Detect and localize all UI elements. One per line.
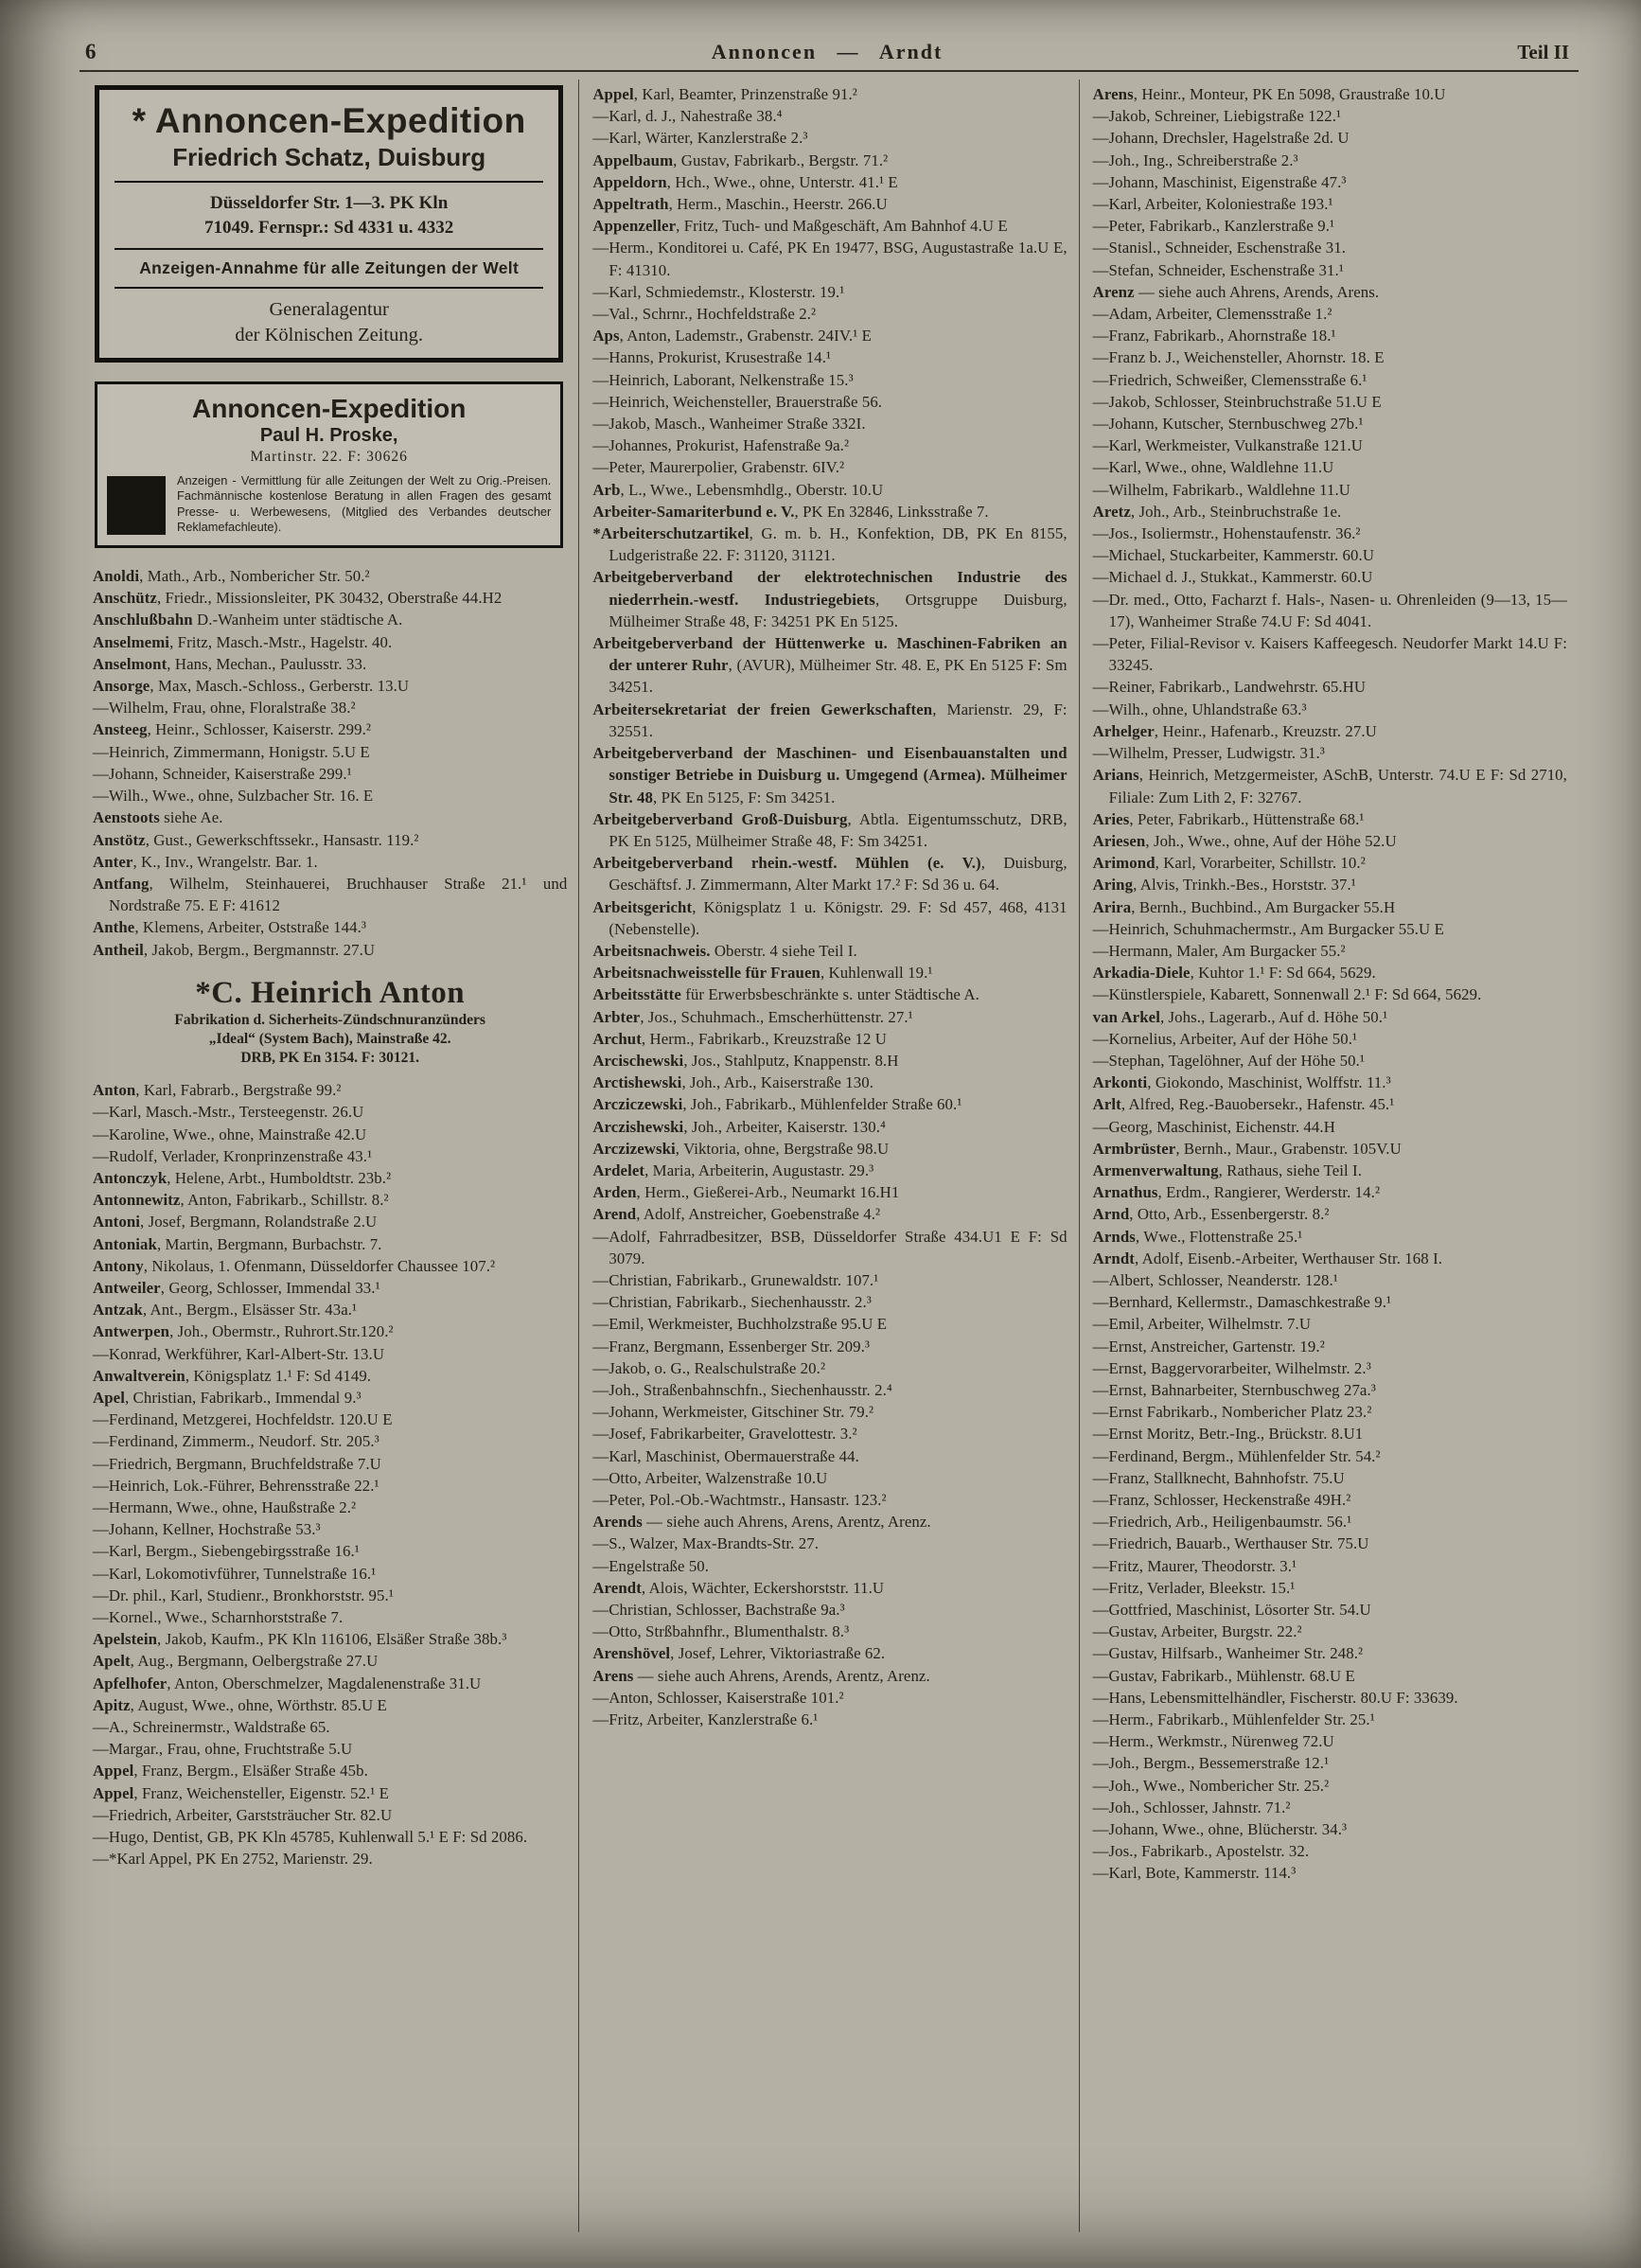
directory-entry: —Val., Schrnr., Hochfeldstraße 2.² <box>592 305 817 324</box>
directory-entry: Arbter, Jos., Schuhmach., Emscherhüttenstr. 27.¹ <box>592 1007 913 1026</box>
directory-entry: Armenverwaltung, Rathaus, siehe Teil I. <box>1092 1161 1363 1179</box>
directory-entry: —Ernst, Bahnarbeiter, Sternbuschweg 27a.³ <box>1092 1380 1376 1399</box>
directory-entry: —Peter, Maurerpolier, Grabenstr. 6IV.² <box>592 458 845 477</box>
directory-entry: —Emil, Arbeiter, Wilhelmstr. 7.U <box>1092 1315 1312 1334</box>
directory-entry: Arbeitsnachweisstelle für Frauen, Kuhlenwall 19.¹ <box>592 964 933 983</box>
directory-entry: —Joh., Bergm., Bessemerstraße 12.¹ <box>1092 1754 1330 1773</box>
directory-entry: Arira, Bernh., Buchbind., Am Burgacker 55.H <box>1092 897 1396 916</box>
directory-entry: —Peter, Fabrikarb., Kanzlerstraße 9.¹ <box>1092 217 1335 236</box>
directory-entry: Arb, L., Wwe., Lebensmhdlg., Oberstr. 10.U <box>592 480 884 499</box>
directory-entry: Aries, Peter, Fabrikarb., Hüttenstraße 68.¹ <box>1092 809 1365 828</box>
directory-entry: —*Karl Appel, PK En 2752, Marienstr. 29. <box>93 1850 373 1869</box>
directory-entry: Arcziczewski, Joh., Fabrikarb., Mühlenfelder Straße 60.¹ <box>592 1095 962 1114</box>
ad-proske-address: Martinstr. 22. F: 30626 <box>250 448 408 465</box>
directory-entry: Arctishewski, Joh., Arb., Kaiserstraße 130. <box>592 1073 874 1092</box>
directory-entry: Arenshövel, Josef, Lehrer, Viktoriastraße 62. <box>592 1644 886 1663</box>
directory-entry: —Wilhelm, Frau, ohne, Floralstraße 38.² <box>93 699 356 718</box>
directory-entry: Appeldorn, Hch., Wwe., ohne, Unterstr. 41.¹ E <box>592 172 898 191</box>
directory-entry: Antony, Nikolaus, 1. Ofenmann, Düsseldorfer Chaussee 107.² <box>93 1256 496 1275</box>
directory-entry: —Kornel., Wwe., Scharnhorststraße 7. <box>93 1608 344 1627</box>
directory-entry: Arians, Heinrich, Metzgermeister, ASchB, Unterstr. 74.U E F: Sd 2710, Filiale: Zum Lith 2, F: 32767. <box>1092 766 1567 806</box>
directory-entry: —Michael d. J., Stukkat., Kammerstr. 60.U <box>1092 568 1373 587</box>
directory-entry: Arbeiter-Samariterbund e. V., PK En 32846, Linksstraße 7. <box>592 502 989 521</box>
directory-entry: —A., Schreinermstr., Waldstraße 65. <box>93 1718 330 1737</box>
directory-entry: Apfelhofer, Anton, Oberschmelzer, Magdalenenstraße 31.U <box>93 1674 482 1692</box>
ad-schatz-banner: Anzeigen-Annahme für alle Zeitungen der Welt <box>139 258 520 278</box>
directory-entry: —Georg, Maschinist, Eichenstr. 44.H <box>1092 1117 1335 1136</box>
directory-entry: —Heinrich, Laborant, Nelkenstraße 15.³ <box>592 370 854 389</box>
column-right <box>1079 80 1579 2232</box>
directory-entry: —Jos., Fabrikarb., Apostelstr. 32. <box>1092 1842 1310 1861</box>
directory-entry: —Albert, Schlosser, Neanderstr. 128.¹ <box>1092 1270 1338 1289</box>
directory-entry: —Gustav, Fabrikarb., Mühlenstr. 68.U E <box>1092 1666 1355 1685</box>
directory-entry: —Franz, Schlosser, Heckenstraße 49H.² <box>1092 1491 1351 1509</box>
directory-entry: —Heinrich, Zimmermann, Honigstr. 5.U E <box>93 742 370 761</box>
directory-entry: Arenz — siehe auch Ahrens, Arends, Arens. <box>1092 282 1380 301</box>
ad-schatz-address-1: Düsseldorfer Str. 1—3. PK Kln <box>210 193 449 213</box>
directory-entry: Armbrüster, Bernh., Maur., Grabenstr. 105V.U <box>1092 1139 1402 1158</box>
directory-entry: Anstötz, Gust., Gewerkschftssekr., Hansastr. 119.² <box>93 830 419 849</box>
directory-entry: —Johannes, Prokurist, Hafenstraße 9a.² <box>592 436 850 455</box>
directory-entry: Ansorge, Max, Masch.-Schloss., Gerberstr. 13.U <box>93 677 410 696</box>
directory-entry: —Peter, Pol.-Ob.-Wachtmstr., Hansastr. 123.² <box>592 1491 887 1509</box>
directory-entry: —Joh., Straßenbahnschfn., Siechenhausstr. 2.⁴ <box>592 1380 892 1399</box>
ad-proske <box>95 381 563 549</box>
directory-entry: —Jakob, Schreiner, Liebigstraße 122.¹ <box>1092 107 1342 126</box>
directory-entry: —Stefan, Schneider, Eschenstraße 31.¹ <box>1092 260 1344 279</box>
directory-entry: —Otto, Strßbahnfhr., Blumenthalstr. 8.³ <box>592 1622 850 1641</box>
directory-entry: Arbeitersekretariat der freien Gewerkschaften, Marienstr. 29, F: 32551. <box>592 700 1068 740</box>
directory-entry: —Jakob, Schlosser, Steinbruchstraße 51.U E <box>1092 392 1382 411</box>
directory-entry: —Friedrich, Arb., Heiligenbaumstr. 56.¹ <box>1092 1513 1352 1532</box>
directory-entry: Arhelger, Heinr., Hafenarb., Kreuzstr. 27.U <box>1092 721 1377 740</box>
directory-entry: —Hanns, Prokurist, Krusestraße 14.¹ <box>592 348 832 367</box>
directory-entry: —Joh., Schlosser, Jahnstr. 71.² <box>1092 1798 1291 1816</box>
directory-entry: —Johann, Schneider, Kaiserstraße 299.¹ <box>93 764 352 783</box>
directory-entry: Arnathus, Erdm., Rangierer, Werderstr. 14.² <box>1092 1183 1381 1202</box>
directory-entry: Arbeitsgericht, Königsplatz 1 u. Königstr. 29. F: Sd 457, 468, 4131 (Nebenstelle). <box>592 897 1068 938</box>
directory-entry: —Karl, Werkmeister, Vulkanstraße 121.U <box>1092 436 1364 455</box>
directory-entry: —Jakob, o. G., Realschulstraße 20.² <box>592 1358 826 1377</box>
directory-entry: —Franz, Fabrikarb., Ahornstraße 18.¹ <box>1092 327 1336 346</box>
directory-entry: —Dr. med., Otto, Facharzt f. Hals-, Nasen- u. Ohrenleiden (9—13, 15—17), Wanheimer Straße 74.U F: Sd 4041. <box>1092 590 1567 630</box>
directory-entry: Arbeitgeberverband rhein.-westf. Mühlen (e. V.), Duisburg, Geschäftsf. J. Zimmermann, Alter Markt 17.² F: Sd 36 u. 64. <box>592 854 1068 895</box>
directory-entry: —Dr. phil., Karl, Studienr., Bronkhorststr. 95.¹ <box>93 1586 394 1604</box>
directory-entry: —Gottfried, Maschinist, Lösorter Str. 54.U <box>1092 1601 1371 1620</box>
directory-entry: —Jos., Isoliermstr., Hohenstaufenstr. 36.² <box>1092 524 1361 543</box>
ad-anton <box>93 976 567 1068</box>
directory-entry: Appenzeller, Fritz, Tuch- und Maßgeschäft, Am Bahnhof 4.U E <box>592 217 1008 236</box>
directory-entry: —Engelstraße 50. <box>592 1556 710 1575</box>
directory-entry: Arczizewski, Viktoria, ohne, Bergstraße 98.U <box>592 1139 890 1158</box>
directory-entry: Arimond, Karl, Vorarbeiter, Schillstr. 10.² <box>1092 854 1366 873</box>
ad-schatz-name: Friedrich Schatz, Duisburg <box>172 143 486 171</box>
directory-entry: —Herm., Werkmstr., Nürenweg 72.U <box>1092 1732 1334 1751</box>
directory-entry: —Reiner, Fabrikarb., Landwehrstr. 65.HU <box>1092 678 1367 697</box>
directory-entry: —Friedrich, Arbeiter, Garststräucher Str. 82.U <box>93 1805 393 1824</box>
directory-entry: —Christian, Fabrikarb., Grunewaldstr. 107.¹ <box>592 1270 879 1289</box>
directory-entry: —Michael, Stuckarbeiter, Kammerstr. 60.U <box>1092 546 1375 565</box>
directory-entry: —S., Walzer, Max-Brandts-Str. 27. <box>592 1534 819 1553</box>
ad-schatz-address-2: 71049. Fernspr.: Sd 4331 u. 4332 <box>204 217 454 238</box>
directory-entry: —Emil, Werkmeister, Buchholzstraße 95.U E <box>592 1315 888 1334</box>
directory-entry: —Gustav, Hilfsarb., Wanheimer Str. 248.² <box>1092 1644 1364 1663</box>
directory-entry: Arend, Adolf, Anstreicher, Goebenstraße 4.² <box>592 1205 881 1224</box>
directory-entry: Anthe, Klemens, Arbeiter, Oststraße 144.³ <box>93 918 367 937</box>
ad-anton-title: *C. Heinrich Anton <box>195 975 466 1010</box>
ad-schatz <box>95 85 563 363</box>
directory-entry: —Hermann, Maler, Am Burgacker 55.² <box>1092 941 1346 960</box>
directory-entry: Antoni, Josef, Bergmann, Rolandstraße 2.U <box>93 1213 378 1231</box>
directory-entry: —Stanisl., Schneider, Eschenstraße 31. <box>1092 239 1347 257</box>
entry-list-left-bottom <box>93 1079 567 1869</box>
directory-entry: —Heinrich, Schuhmachermstr., Am Burgacker 55.U E <box>1092 919 1444 938</box>
directory-entry: —Karl, Maschinist, Obermauerstraße 44. <box>592 1446 859 1465</box>
directory-entry: —Karl, Wärter, Kanzlerstraße 2.³ <box>592 129 808 148</box>
directory-entry: Arbeitgeberverband der Hüttenwerke u. Maschinen-Fabriken an der unterer Ruhr, (AVUR), Mülheimer Str. 48. E, PK En 5125 F: Sm 34251. <box>592 634 1068 697</box>
directory-entry: Antheil, Jakob, Bergm., Bergmannstr. 27.U <box>93 940 376 959</box>
directory-entry: —Ferdinand, Metzgerei, Hochfeldstr. 120.U E <box>93 1410 393 1429</box>
directory-entry: —Ernst Moritz, Betr.-Ing., Brückstr. 8.U1 <box>1092 1425 1364 1444</box>
directory-entry: —Josef, Fabrikarbeiter, Gravelottestr. 3.² <box>592 1425 857 1444</box>
directory-entry: Ariesen, Joh., Wwe., ohne, Auf der Höhe 52.U <box>1092 831 1397 850</box>
directory-entry: —Heinrich, Lok.-Führer, Behrensstraße 22.¹ <box>93 1476 379 1495</box>
directory-entry: —Kornelius, Arbeiter, Auf der Höhe 50.¹ <box>1092 1029 1358 1048</box>
directory-entry: Arbeitsnachweis. Oberstr. 4 siehe Teil I. <box>592 941 857 960</box>
directory-entry: Anton, Karl, Fabrarb., Bergstraße 99.² <box>93 1081 342 1100</box>
directory-entry: Arden, Herm., Gießerei-Arb., Neumarkt 16.H1 <box>592 1183 900 1202</box>
directory-entry: —Johann, Werkmeister, Gitschiner Str. 79.² <box>592 1403 874 1422</box>
directory-entry: —Konrad, Werkführer, Karl-Albert-Str. 13.U <box>93 1344 385 1363</box>
directory-entry: —Christian, Fabrikarb., Siechenhausstr. 2.³ <box>592 1293 872 1312</box>
directory-entry: Appel, Franz, Bergm., Elsäßer Straße 45b. <box>93 1762 368 1781</box>
directory-entry: Arbeitgeberverband Groß-Duisburg, Abtla. Eigentumsschutz, DRB, PK En 5125, Mülheimer Straße 48, F: Sm 34251. <box>592 809 1068 850</box>
directory-entry: —Karl, Bergm., Siebengebirgsstraße 16.¹ <box>93 1542 360 1561</box>
directory-entry: Aretz, Joh., Arb., Steinbruchstraße 1e. <box>1092 502 1342 521</box>
directory-entry: —Franz b. J., Weichensteller, Ahornstr. 18. E <box>1092 348 1385 367</box>
directory-entry: —Christian, Schlosser, Bachstraße 9a.³ <box>592 1601 845 1620</box>
directory-entry: —Karl, d. J., Nahestraße 38.⁴ <box>592 107 783 126</box>
directory-entry: Arczishewski, Joh., Arbeiter, Kaiserstr. 130.⁴ <box>592 1117 886 1136</box>
directory-entry: —Wilhelm, Presser, Ludwigstr. 31.³ <box>1092 744 1325 763</box>
directory-entry: —Stephan, Tagelöhner, Auf der Höhe 50.¹ <box>1092 1051 1365 1070</box>
directory-entry: —Heinrich, Weichensteller, Brauerstraße 56. <box>592 392 883 411</box>
directory-entry: —Anton, Schlosser, Kaiserstraße 101.² <box>592 1688 844 1707</box>
directory-entry: Anschütz, Friedr., Missionsleiter, PK 30432, Oberstraße 44.H2 <box>93 589 503 608</box>
directory-entry: Antfang, Wilhelm, Steinhauerei, Bruchhauser Straße 21.¹ und Nordstraße 75. E F: 41612 <box>93 874 568 915</box>
directory-entry: —Wilhelm, Fabrikarb., Waldlehne 11.U <box>1092 480 1351 499</box>
directory-entry: Arcischewski, Jos., Stahlputz, Knappenstr. 8.H <box>592 1051 899 1070</box>
page-number: 6 <box>85 40 97 63</box>
directory-entry: Aps, Anton, Lademstr., Grabenstr. 24IV.¹ E <box>592 327 872 346</box>
ad-schatz-title: * Annoncen-Expedition <box>132 101 526 140</box>
ad-proske-name: Paul H. Proske, <box>259 424 398 446</box>
directory-entry: Arlt, Alfred, Reg.-Bauobersekr., Hafenstr. 45.¹ <box>1092 1095 1395 1114</box>
proske-logo-square-icon <box>107 476 166 535</box>
directory-entry: Antonnewitz, Anton, Fabrikarb., Schillstr. 8.² <box>93 1191 389 1210</box>
ad-schatz-agency-2: der Kölnischen Zeitung. <box>235 324 423 346</box>
header-rule <box>79 70 1579 72</box>
directory-entry: Apel, Christian, Fabrikarb., Immendal 9.³ <box>93 1388 362 1407</box>
ad-anton-line-1: Fabrikation d. Sicherheits-Zündschnuranzünders <box>174 1011 485 1028</box>
directory-entry: Arens, Heinr., Monteur, PK En 5098, Graustraße 10.U <box>1092 85 1446 103</box>
directory-entry: —Künstlerspiele, Kabarett, Sonnenwall 2.¹ F: Sd 664, 5629. <box>1092 985 1482 1004</box>
directory-entry: —Fritz, Maurer, Theodorstr. 3.¹ <box>1092 1556 1297 1575</box>
directory-entry: —Ernst Fabrikarb., Nombericher Platz 23.² <box>1092 1403 1372 1422</box>
directory-entry: —Johann, Kutscher, Sternbuschweg 27b.¹ <box>1092 415 1364 434</box>
directory-entry: Arbeitgeberverband der Maschinen- und Eisenbauanstalten und sonstiger Betriebe in Duisburg u. Umgegend (Armea). Mülheimer Str. 48, PK En 5125, F: Sm 34251. <box>592 744 1068 806</box>
ad-schatz-rule <box>115 181 543 183</box>
ad-proske-body <box>107 473 551 537</box>
column-container <box>79 80 1579 2232</box>
directory-entry: —Karl, Schmiedemstr., Klosterstr. 19.¹ <box>592 282 845 301</box>
directory-entry: Ansteeg, Heinr., Schlosser, Kaiserstr. 299.² <box>93 720 372 739</box>
directory-entry: —Karl, Bote, Kammerstr. 114.³ <box>1092 1864 1297 1883</box>
directory-entry: Arkadia-Diele, Kuhtor 1.¹ F: Sd 664, 5629. <box>1092 964 1376 983</box>
directory-entry: —Ferdinand, Bergm., Mühlenfelder Str. 54.² <box>1092 1446 1381 1465</box>
directory-entry: Anwaltverein, Königsplatz 1.¹ F: Sd 4149. <box>93 1366 372 1385</box>
directory-entry: Arbeitsstätte für Erwerbsbeschränkte s. unter Städtische A. <box>592 985 979 1004</box>
directory-entry: —Hermann, Wwe., ohne, Haußstraße 2.² <box>93 1498 357 1516</box>
directory-entry: —Otto, Arbeiter, Walzenstraße 10.U <box>592 1468 828 1487</box>
directory-entry: —Adam, Arbeiter, Clemensstraße 1.² <box>1092 305 1332 324</box>
directory-entry: —Rudolf, Verlader, Kronprinzenstraße 43.¹ <box>93 1146 373 1165</box>
ad-schatz-rule <box>115 287 543 289</box>
directory-entry: —Karl, Masch.-Mstr., Tersteegenstr. 26.U <box>93 1103 364 1122</box>
directory-entry: Arkonti, Giokondo, Maschinist, Wolffstr. 11.³ <box>1092 1073 1391 1092</box>
directory-entry: Arnd, Otto, Arb., Essenbergerstr. 8.² <box>1092 1205 1330 1224</box>
ad-schatz-rule <box>115 248 543 250</box>
column-left <box>79 80 578 2232</box>
directory-entry: —Herm., Fabrikarb., Mühlenfelder Str. 25.¹ <box>1092 1710 1375 1729</box>
page-header <box>79 40 1579 68</box>
directory-entry: Anselmemi, Fritz, Masch.-Mstr., Hagelstr. 40. <box>93 632 393 651</box>
directory-entry: —Franz, Bergmann, Essenberger Str. 209.³ <box>592 1337 871 1355</box>
directory-entry: —Ernst, Baggervorarbeiter, Wilhelmstr. 2.³ <box>1092 1358 1371 1377</box>
directory-entry: Aenstoots siehe Ae. <box>93 808 223 827</box>
directory-entry: Arendt, Alois, Wächter, Eckershorststr. 11.U <box>592 1578 885 1597</box>
directory-entry: —Johann, Wwe., ohne, Blücherstr. 34.³ <box>1092 1820 1348 1839</box>
directory-entry: Ardelet, Maria, Arbeiterin, Augustastr. 29.³ <box>592 1161 874 1179</box>
directory-entry: —Joh., Wwe., Nombericher Str. 25.² <box>1092 1776 1330 1795</box>
directory-entry: —Friedrich, Bauarb., Werthauser Str. 75.U <box>1092 1534 1369 1553</box>
directory-entry: Apelt, Aug., Bergmann, Oelbergstraße 27.U <box>93 1652 379 1671</box>
part-label: Teil II <box>1517 41 1569 63</box>
directory-entry: Arbeitgeberverband der elektrotechnischen Industrie des niederrhein.-westf. Industriegebiets, Ortsgruppe Duisburg, Mülheimer Straße 48, F: 34251 PK En 5125. <box>592 568 1068 630</box>
directory-entry: —Peter, Filial-Revisor v. Kaisers Kaffeegesch. Neudorfer Markt 14.U F: 33245. <box>1092 634 1567 675</box>
directory-entry: Antonczyk, Helene, Arbt., Humboldtstr. 23b.² <box>93 1168 392 1187</box>
directory-entry: Appeltrath, Herm., Maschin., Heerstr. 266.U <box>592 195 888 214</box>
directory-entry: —Bernhard, Kellermstr., Damaschkestraße 9.¹ <box>1092 1293 1392 1312</box>
entry-list-left-top <box>93 565 567 961</box>
directory-entry: Appel, Karl, Beamter, Prinzenstraße 91.² <box>592 85 857 103</box>
column-middle <box>578 80 1078 2232</box>
directory-entry: Antoniak, Martin, Bergmann, Burbachstr. 7. <box>93 1234 382 1253</box>
directory-entry: —Fritz, Verlader, Bleekstr. 15.¹ <box>1092 1578 1296 1597</box>
entry-list-middle <box>592 83 1067 1730</box>
directory-entry: —Ferdinand, Zimmerm., Neudorf. Str. 205.³ <box>93 1432 379 1451</box>
directory-entry: —Karoline, Wwe., ohne, Mainstraße 42.U <box>93 1125 367 1143</box>
directory-entry: —Joh., Ing., Schreiberstraße 2.³ <box>1092 151 1298 169</box>
ad-proske-title: Annoncen-Expedition <box>192 393 467 423</box>
directory-entry: —Fritz, Arbeiter, Kanzlerstraße 6.¹ <box>592 1710 819 1729</box>
directory-entry: Arends — siehe auch Ahrens, Arens, Arentz, Arenz. <box>592 1513 931 1532</box>
directory-entry: —Johann, Drechsler, Hagelstraße 2d. U <box>1092 129 1350 148</box>
directory-entry: van Arkel, Johs., Lagerarb., Auf d. Höhe 50.¹ <box>1092 1007 1388 1026</box>
directory-entry: —Friedrich, Bergmann, Bruchfeldstraße 7.U <box>93 1454 381 1473</box>
directory-entry: —Margar., Frau, ohne, Fruchtstraße 5.U <box>93 1740 353 1759</box>
ad-anton-line-2: „Ideal“ (System Bach), Mainstraße 42. <box>208 1030 451 1047</box>
directory-entry: —Hans, Lebensmittelhändler, Fischerstr. 80.U F: 33639. <box>1092 1688 1458 1707</box>
directory-entry: —Herm., Konditorei u. Café, PK En 19477, BSG, Augustastraße 1a.U E, F: 41310. <box>592 239 1068 279</box>
directory-entry: —Karl, Lokomotivführer, Tunnelstraße 16.¹ <box>93 1564 377 1583</box>
directory-entry: Apelstein, Jakob, Kaufm., PK Kln 116106, Elsäßer Straße 38b.³ <box>93 1630 507 1649</box>
entry-list-right <box>1093 83 1567 1885</box>
directory-entry: —Gustav, Arbeiter, Burgstr. 22.² <box>1092 1622 1302 1641</box>
directory-entry: Arndt, Adolf, Eisenb.-Arbeiter, Werthauser Str. 168 I. <box>1092 1249 1443 1267</box>
page-title: Annoncen — Arndt <box>711 40 944 63</box>
directory-entry: Antzak, Ant., Bergm., Elsässer Str. 43a.¹ <box>93 1301 358 1320</box>
directory-entry: *Arbeiterschutzartikel, G. m. b. H., Konfektion, DB, PK En 8155, Ludgeristraße 22. F: 31120, 31121. <box>592 524 1068 565</box>
directory-entry: Anselmont, Hans, Mechan., Paulusstr. 33. <box>93 654 367 673</box>
directory-entry: —Ernst, Anstreicher, Gartenstr. 19.² <box>1092 1337 1325 1355</box>
directory-entry: —Johann, Kellner, Hochstraße 53.³ <box>93 1520 321 1539</box>
directory-entry: Apitz, August, Wwe., ohne, Wörthstr. 85.U E <box>93 1695 387 1714</box>
ad-anton-line-3: DRB, PK En 3154. F: 30121. <box>240 1050 419 1066</box>
directory-entry: —Wilh., ohne, Uhlandstraße 63.³ <box>1092 700 1307 718</box>
directory-entry: —Karl, Arbeiter, Koloniestraße 193.¹ <box>1092 195 1333 214</box>
directory-entry: Anoldi, Math., Arb., Nombericher Str. 50.² <box>93 567 370 586</box>
directory-entry: —Franz, Stallknecht, Bahnhofstr. 75.U <box>1092 1468 1345 1487</box>
directory-entry: Anschlußbahn D.-Wanheim unter städtische A. <box>93 611 403 629</box>
ad-proske-text: Anzeigen - Vermittlung für alle Zeitungen der Welt zu Orig.-Preisen. Fachmännische kostenlose Beratung in allen Fragen des gesamt Presse- u. Werbewesens, (Mitglied des Verbandes deutscher Reklamefachleute). <box>177 472 552 535</box>
ad-schatz-agency-1: Generalagentur <box>269 299 389 321</box>
directory-entry: Anter, K., Inv., Wrangelstr. Bar. 1. <box>93 852 318 871</box>
directory-entry: —Adolf, Fahrradbesitzer, BSB, Düsseldorfer Straße 434.U1 E F: Sd 3079. <box>592 1227 1068 1267</box>
ad-schatz-star: * <box>132 101 147 140</box>
directory-entry: Appel, Franz, Weichensteller, Eigenstr. 52.¹ E <box>93 1783 390 1802</box>
directory-entry: Antweiler, Georg, Schlosser, Immendal 33.¹ <box>93 1278 380 1297</box>
directory-entry: —Karl, Wwe., ohne, Waldlehne 11.U <box>1092 458 1334 477</box>
directory-entry: Appelbaum, Gustav, Fabrikarb., Bergstr. 71.² <box>592 151 889 169</box>
directory-entry: Archut, Herm., Fabrikarb., Kreuzstraße 12 U <box>592 1029 887 1048</box>
directory-entry: —Wilh., Wwe., ohne, Sulzbacher Str. 16. E <box>93 787 374 806</box>
directory-entry: Antwerpen, Joh., Obermstr., Ruhrort.Str.120.² <box>93 1322 394 1341</box>
directory-entry: —Johann, Maschinist, Eigenstraße 47.³ <box>1092 172 1347 191</box>
directory-entry: Arnds, Wwe., Flottenstraße 25.¹ <box>1092 1227 1303 1246</box>
directory-entry: Arens — siehe auch Ahrens, Arends, Arentz, Arenz. <box>592 1666 930 1685</box>
directory-entry: Aring, Alvis, Trinkh.-Bes., Horststr. 37.¹ <box>1092 876 1356 895</box>
directory-entry: —Hugo, Dentist, GB, PK Kln 45785, Kuhlenwall 5.¹ E F: Sd 2086. <box>93 1828 528 1847</box>
directory-entry: —Jakob, Masch., Wanheimer Straße 332I. <box>592 415 866 434</box>
directory-entry: —Friedrich, Schweißer, Clemensstraße 6.¹ <box>1092 370 1368 389</box>
